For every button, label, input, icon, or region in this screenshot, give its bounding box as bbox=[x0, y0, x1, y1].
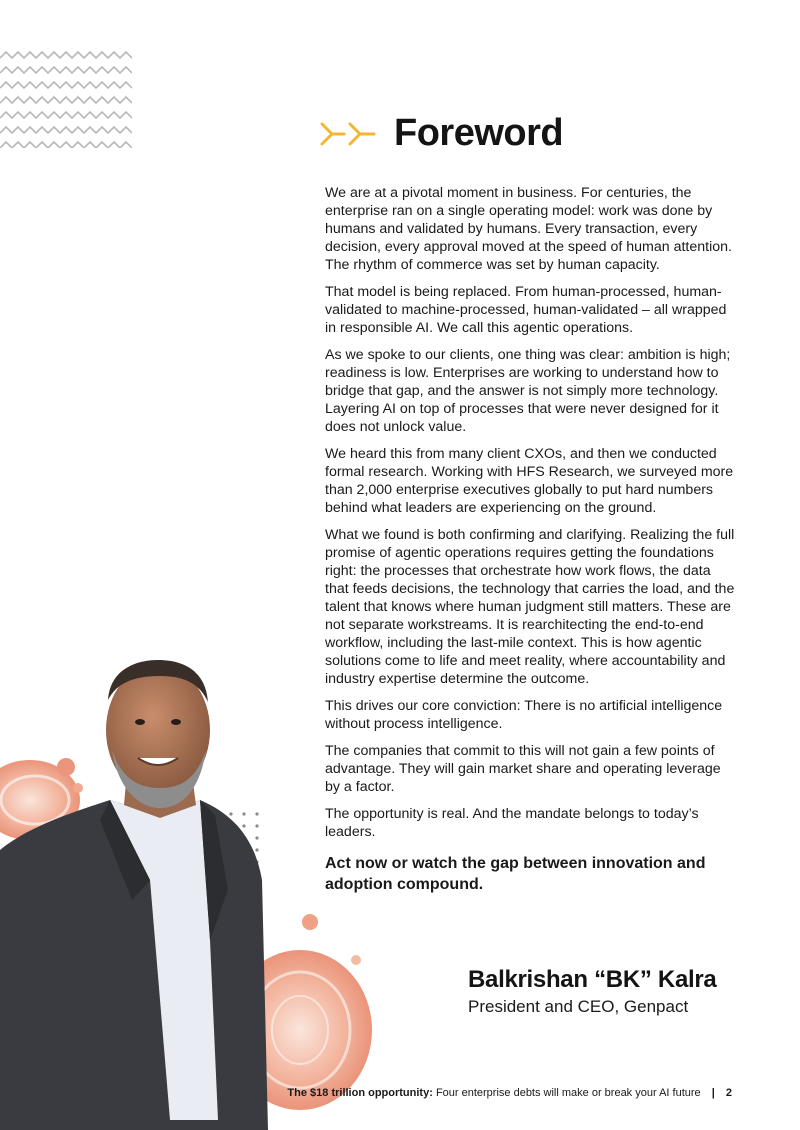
paragraph: As we spoke to our clients, one thing was clear: ambition is high; readiness is low. Enterprises are working to understand how to bridge that gap, and the answer is not simply more technology. Layering AI on top of processes that were never designed for it does not unlock value. bbox=[325, 347, 731, 435]
footer-separator: | bbox=[711, 1087, 715, 1099]
signature-block bbox=[468, 966, 716, 1017]
paragraph: The companies that commit to this will not gain a few points of advantage. They will gain market share and operating leverage by a factor. bbox=[325, 743, 721, 795]
footer-report-title: The $18 trillion opportunity: bbox=[287, 1087, 433, 1099]
page-footer bbox=[287, 1087, 732, 1099]
page-heading bbox=[318, 112, 563, 155]
call-to-action: Act now or watch the gap between innovation and adoption compound. bbox=[325, 855, 706, 893]
paragraph: We are at a pivotal moment in business. For centuries, the enterprise ran on a single operating model: work was done by humans and validated by humans. Every transaction, every decision, every approval moved at the speed of human attention. The rhythm of commerce was set by human capacity. bbox=[325, 185, 732, 273]
ceo-portrait bbox=[0, 640, 400, 1130]
zigzag-pattern bbox=[0, 48, 132, 148]
signatory-name: Balkrishan “BK” Kalra bbox=[468, 966, 717, 993]
paragraph: The opportunity is real. And the mandate belongs to today’s leaders. bbox=[325, 806, 699, 840]
paragraph: That model is being replaced. From human-processed, human-validated to machine-processed, human-validated – all wrapped in responsible AI. We call this agentic operations. bbox=[325, 284, 727, 336]
paragraph: We heard this from many client CXOs, and then we conducted formal research. Working with HFS Research, we surveyed more than 2,000 enterprise executives globally to put hard numbers behind what leaders are experiencing on the ground. bbox=[325, 446, 734, 516]
footer-report-subtitle: Four enterprise debts will make or break your AI future bbox=[435, 1087, 701, 1099]
page-number: 2 bbox=[725, 1087, 732, 1099]
paragraph: What we found is both confirming and clarifying. Realizing the full promise of agentic operations requires getting the foundations right: the processes that orchestrate how work flows, the data that feeds decisions, the technology that carries the load, and the talent that knows where human judgment still matters. These are not separate workstreams. It is rearchitecting the end-to-end workflow, including the last-mile context. This is how agentic solutions come to life and meet reality, where accountability and industry expertise determine the outcome. bbox=[325, 527, 735, 687]
signatory-role: President and CEO, Genpact bbox=[468, 997, 689, 1016]
page-title: Foreword bbox=[394, 112, 564, 154]
double-chevron-right-icon bbox=[318, 116, 380, 152]
paragraph: This drives our core conviction: There is no artificial intelligence without process intelligence. bbox=[325, 698, 723, 732]
